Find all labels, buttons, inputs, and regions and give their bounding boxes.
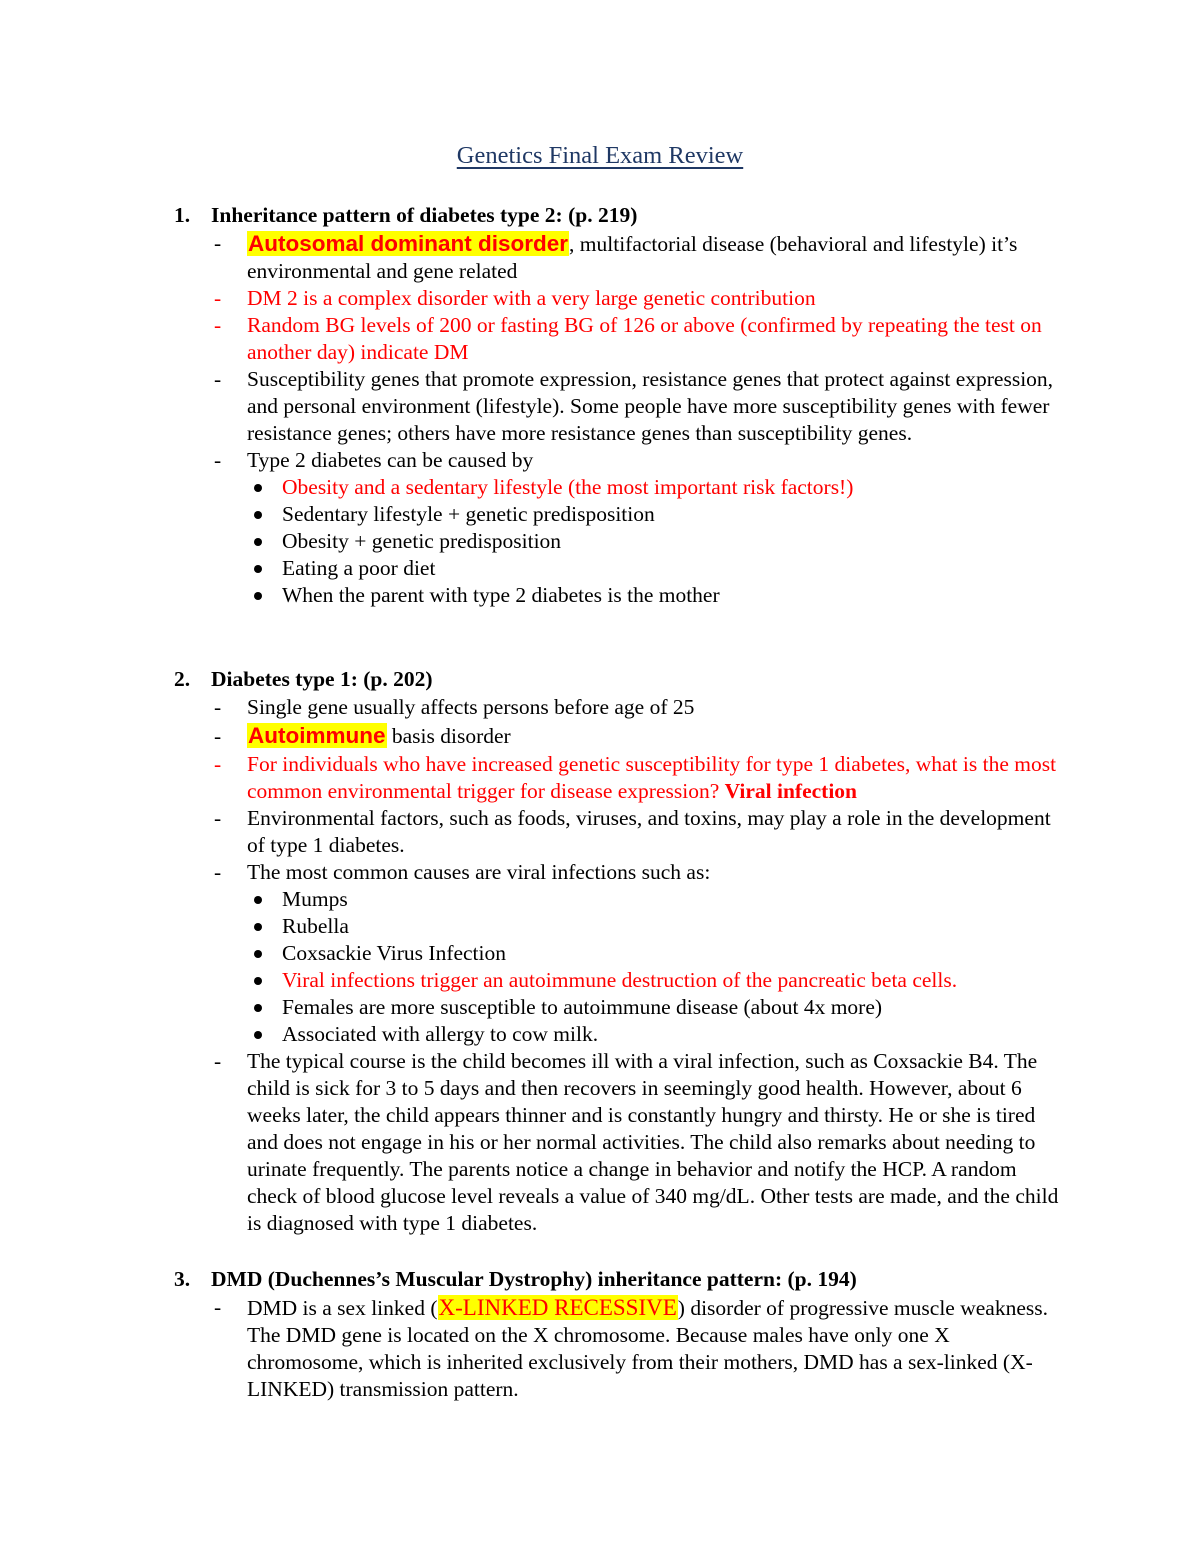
- dash-marker: -: [214, 695, 222, 719]
- bullet-dot: [254, 484, 262, 492]
- heading-text: Diabetes type 1: (p. 202): [211, 667, 433, 691]
- item-text: Eating a poor diet: [282, 556, 436, 580]
- page-title: Genetics Final Exam Review: [456, 142, 744, 169]
- dash-marker: -: [214, 860, 222, 884]
- item-text: Mumps: [282, 887, 348, 911]
- section-dmd: [174, 1264, 1064, 1403]
- bullet-item: [174, 940, 1064, 967]
- section-number: 1.: [174, 203, 191, 227]
- item-text: basis disorder: [386, 724, 511, 748]
- bullet-dot: [254, 511, 262, 519]
- item-text: ) disorder of progressive muscle weakness. The DMD gene is located on the X chromosome. Because males have only one X chromosome, which is inherited exclusively from their mothers, DMD has a sex-linked (X-LINKED) transmission pattern.: [247, 1296, 1048, 1401]
- item-text: Susceptibility genes that promote expression, resistance genes that protect against expression, and personal environment (lifestyle). Some people have more susceptibility genes with fewer resistance genes; others have more resistance genes than susceptibility genes.: [247, 367, 1054, 445]
- list-item: [174, 312, 1064, 366]
- dash-marker: -: [214, 448, 222, 472]
- item-text: When the parent with type 2 diabetes is the mother: [282, 583, 720, 607]
- bullet-dot: [254, 977, 262, 985]
- bullet-item: [174, 1021, 1064, 1048]
- dash-marker: -: [214, 367, 222, 391]
- list-item: [174, 805, 1064, 859]
- bullet-item: [174, 886, 1064, 913]
- list-item: [174, 1294, 1064, 1403]
- dash-marker: -: [214, 806, 222, 830]
- bullet-item: [174, 582, 1064, 609]
- bullet-item: [174, 913, 1064, 940]
- dash-marker: -: [214, 752, 222, 776]
- bullet-item: [174, 994, 1064, 1021]
- list-item: [174, 1048, 1064, 1237]
- item-text: Viral infections trigger an autoimmune destruction of the pancreatic beta cells.: [282, 968, 958, 992]
- item-text: Type 2 diabetes can be caused by: [247, 448, 534, 472]
- bullet-dot: [254, 896, 262, 904]
- item-text: Coxsackie Virus Infection: [282, 941, 507, 965]
- item-text: Females are more susceptible to autoimmune disease (about 4x more): [282, 995, 883, 1019]
- section-heading: [174, 1264, 1064, 1294]
- answer-text: Viral infection: [724, 779, 857, 803]
- section-heading: [174, 664, 1064, 694]
- item-text: Sedentary lifestyle + genetic predisposition: [282, 502, 655, 526]
- section-diabetes-type-2: [174, 200, 1064, 609]
- item-text: DMD is a sex linked (: [247, 1296, 438, 1320]
- item-text: Random BG levels of 200 or fasting BG of 126 or above (confirmed by repeating the test on another day) indicate DM: [247, 313, 1042, 364]
- bullet-dot: [254, 538, 262, 546]
- list-item: [174, 366, 1064, 447]
- item-text: The typical course is the child becomes ill with a viral infection, such as Coxsackie B4. The child is sick for 3 to 5 days and then recovers in seemingly good health. However, about 6 weeks later, the child appears thinner and is constantly hungry and thirsty. He or she is tired and does not engage in his or her normal activities. The child also remarks about needing to urinate frequently. The parents notice a change in behavior and notify the HCP. A random check of blood glucose level reveals a value of 340 mg/dL. Other tests are made, and the child is diagnosed with type 1 diabetes.: [247, 1049, 1059, 1235]
- item-text: The most common causes are viral infections such as:: [247, 860, 711, 884]
- bullet-dot: [254, 565, 262, 573]
- bullet-item: [174, 555, 1064, 582]
- section-heading: [174, 200, 1064, 230]
- bullet-item: [174, 501, 1064, 528]
- list-item: [174, 751, 1064, 805]
- dash-marker: -: [214, 1295, 222, 1319]
- section-diabetes-type-1: [174, 664, 1064, 1237]
- item-text: DM 2 is a complex disorder with a very large genetic contribution: [247, 286, 816, 310]
- list-item: [174, 285, 1064, 312]
- heading-text: DMD (Duchennes’s Muscular Dystrophy) inheritance pattern: (p. 194): [211, 1267, 857, 1291]
- list-item: [174, 694, 1064, 721]
- item-text: For individuals who have increased genetic susceptibility for type 1 diabetes, what is the most common environmental trigger for disease expression?: [247, 752, 1057, 803]
- highlighted-term: Autosomal dominant disorder: [248, 231, 569, 256]
- item-text: Obesity and a sedentary lifestyle (the most important risk factors!): [282, 475, 854, 499]
- item-text: Obesity + genetic predisposition: [282, 529, 562, 553]
- highlighted-term: Autoimmune: [248, 723, 386, 748]
- bullet-dot: [254, 950, 262, 958]
- bullet-dot: [254, 1031, 262, 1039]
- item-text: Associated with allergy to cow milk.: [282, 1022, 599, 1046]
- item-text: Environmental factors, such as foods, viruses, and toxins, may play a role in the development of type 1 diabetes.: [247, 806, 1051, 857]
- list-item: [174, 721, 1064, 751]
- list-item: [174, 447, 1064, 474]
- dash-marker: -: [214, 724, 222, 748]
- item-text: Rubella: [282, 914, 349, 938]
- item-text: Single gene usually affects persons before age of 25: [247, 695, 695, 719]
- dash-marker: -: [214, 286, 222, 310]
- heading-text: Inheritance pattern of diabetes type 2: (p. 219): [211, 203, 638, 227]
- list-item: [174, 230, 1064, 285]
- highlighted-term: X-LINKED RECESSIVE: [438, 1295, 677, 1320]
- bullet-item: [174, 528, 1064, 555]
- bullet-dot: [254, 592, 262, 600]
- bullet-item: [174, 474, 1064, 501]
- dash-marker: -: [214, 313, 222, 337]
- dash-marker: -: [214, 231, 222, 255]
- dash-marker: -: [214, 1049, 222, 1073]
- bullet-dot: [254, 923, 262, 931]
- bullet-item: [174, 967, 1064, 994]
- item-text: , multifactorial disease (behavioral and lifestyle) it’s environmental and gene related: [247, 232, 1018, 283]
- section-number: 3.: [174, 1267, 191, 1291]
- bullet-dot: [254, 1004, 262, 1012]
- list-item: [174, 859, 1064, 886]
- section-number: 2.: [174, 667, 191, 691]
